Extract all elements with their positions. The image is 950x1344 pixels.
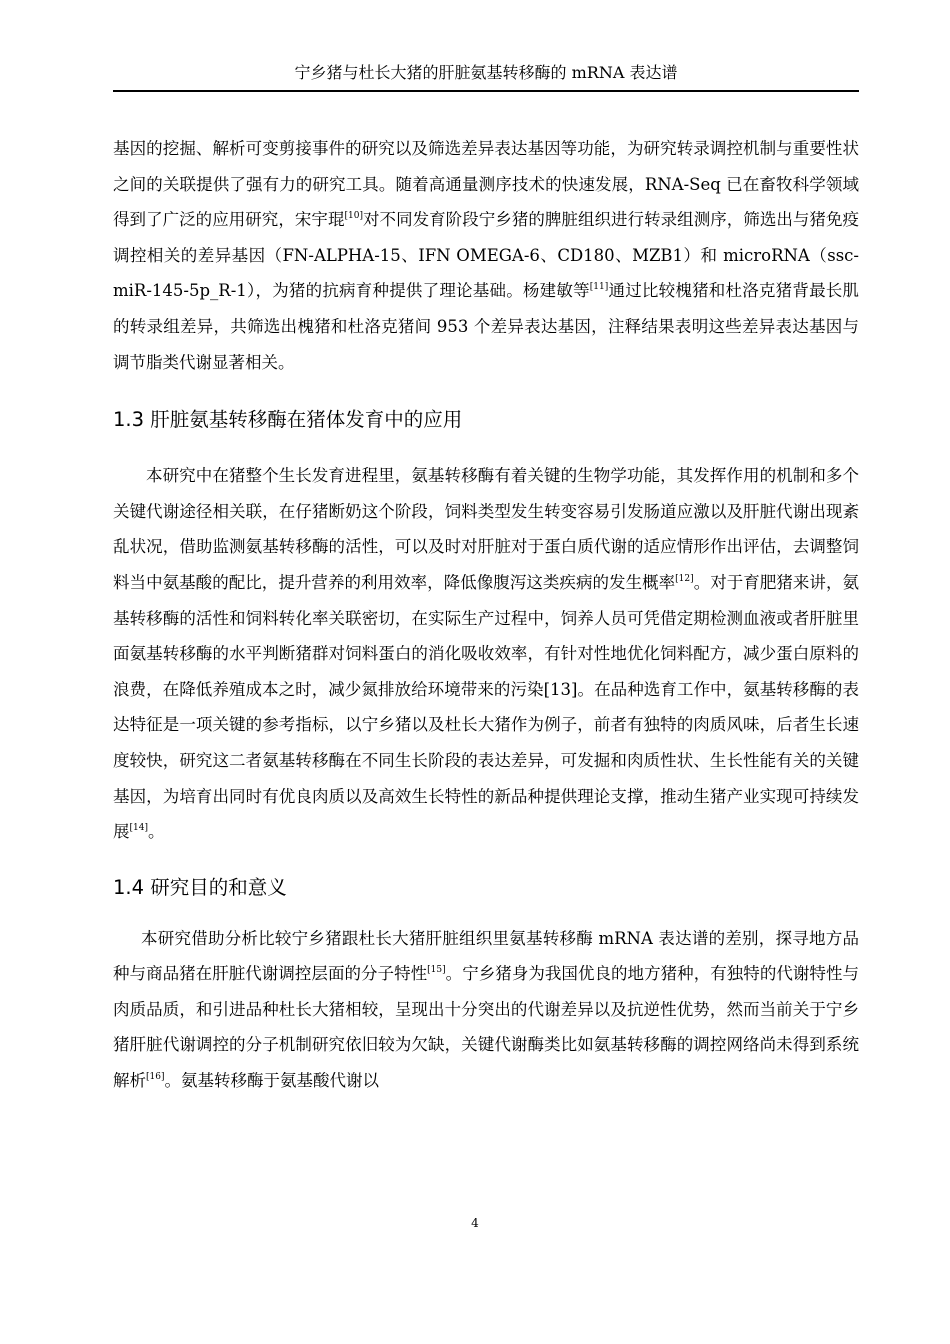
citation-16: [16] (146, 1072, 165, 1083)
header-rule (113, 90, 859, 92)
paragraph-research-purpose (113, 921, 859, 1099)
text-run: 本研究中在猪整个生长发育进程里，氨基转移酶有着关键的生物学功能，其发挥作用的机制和多个关键代谢途径相关联，在仔猪断奶这个阶段，饲料类型发生转变容易引发肠道应激以及肝脏代谢出现紊乱状况，借助监测氨基转移酶的活性，可以及时对肝脏对于蛋白质代谢的适应情形作出评估，去调整饲料当中氨基酸的配比，提升营养的利用效率，降低像腹泻这类疾病的发生概率 (113, 466, 859, 592)
section-heading-1-3: 1.3 肝脏氨基转移酶在猪体发育中的应用 (113, 408, 463, 432)
text-run: 基因的挖掘、解析可变剪接事件的研究以及筛选差异表达基因等功能，为研究转录调控机制与重要性状之间的关联提供了强有力的研究工具。随着高通量测序技术的快速发展，RNA-Seq 已在畜牧科学领域得到了广泛的应用研究，宋宇琨 (113, 139, 859, 230)
citation-11: [11] (589, 282, 609, 293)
paragraph-transcriptome-review (113, 131, 859, 380)
text-run: 。氨基转移酶于氨基酸代谢以 (164, 1071, 379, 1091)
text-run: 对不同发育阶段宁乡猪的脾脏组织进行转录组测序，筛选出与猪免疫调控相关的差异基因（FN-ALPHA-15、IFN OMEGA-6、CD180、MZB1）和 microRNA（ssc-miR-145-5p_R-1），为猪的抗病育种提供了理论基础。杨建敏等 (113, 210, 860, 301)
citation-14: [14] (129, 823, 148, 834)
page-number: 4 (471, 1216, 479, 1230)
running-header: 宁乡猪与杜长大猪的肝脏氨基转移酶的 mRNA 表达谱 (294, 63, 678, 82)
paragraph-aminotransferase-application (113, 458, 859, 850)
text-run: 通过比较槐猪和杜洛克猪背最长肌的转录组差异，共筛选出槐猪和杜洛克猪间 953 个差异表达基因，注释结果表明这些差异表达基因与调节脂类代谢显著相关。 (113, 281, 860, 372)
citation-15: [15] (427, 965, 446, 976)
page-body (113, 131, 859, 1099)
citation-10: [10] (344, 211, 363, 222)
citation-12: [12] (675, 573, 694, 584)
text-run: 。 (147, 822, 165, 842)
section-heading-1-4: 1.4 研究目的和意义 (113, 875, 287, 899)
text-run: 。对于育肥猪来讲，氨基转移酶的活性和饲料转化率关联密切，在实际生产过程中，饲养人员可凭借定期检测血液或者肝脏里面氨基转移酶的水平判断猪群对饲料蛋白的消化吸收效率，有针对性地优化饲料配方，减少蛋白原料的浪费，在降低养殖成本之时，减少氮排放给环境带来的污染[13]。在品种选育工作中，氨基转移酶的表达特征是一项关键的参考指标，以宁乡猪以及杜长大猪作为例子，前者有独特的肉质风味，后者生长速度较快，研究这二者氨基转移酶在不同生长阶段的表达差异，可发掘和肉质性状、生长性能有关的关键基因，为培育出同时有优良肉质以及高效生长特性的新品种提供理论支撑，推动生猪产业实现可持续发展 (113, 572, 860, 842)
text-run: 本研究借助分析比较宁乡猪跟杜长大猪肝脏组织里氨基转移酶 mRNA 表达谱的差别，探寻地方品种与商品猪在肝脏代谢调控层面的分子特性 (113, 928, 859, 984)
text-run: 。宁乡猪身为我国优良的地方猪种，有独特的代谢特性与肉质品质，和引进品种杜长大猪相较，呈现出十分突出的代谢差异以及抗逆性优势，然而当前关于宁乡猪肝脏代谢调控的分子机制研究依旧较为欠缺，关键代谢酶类比如氨基转移酶的调控网络尚未得到系统解析 (113, 964, 860, 1091)
